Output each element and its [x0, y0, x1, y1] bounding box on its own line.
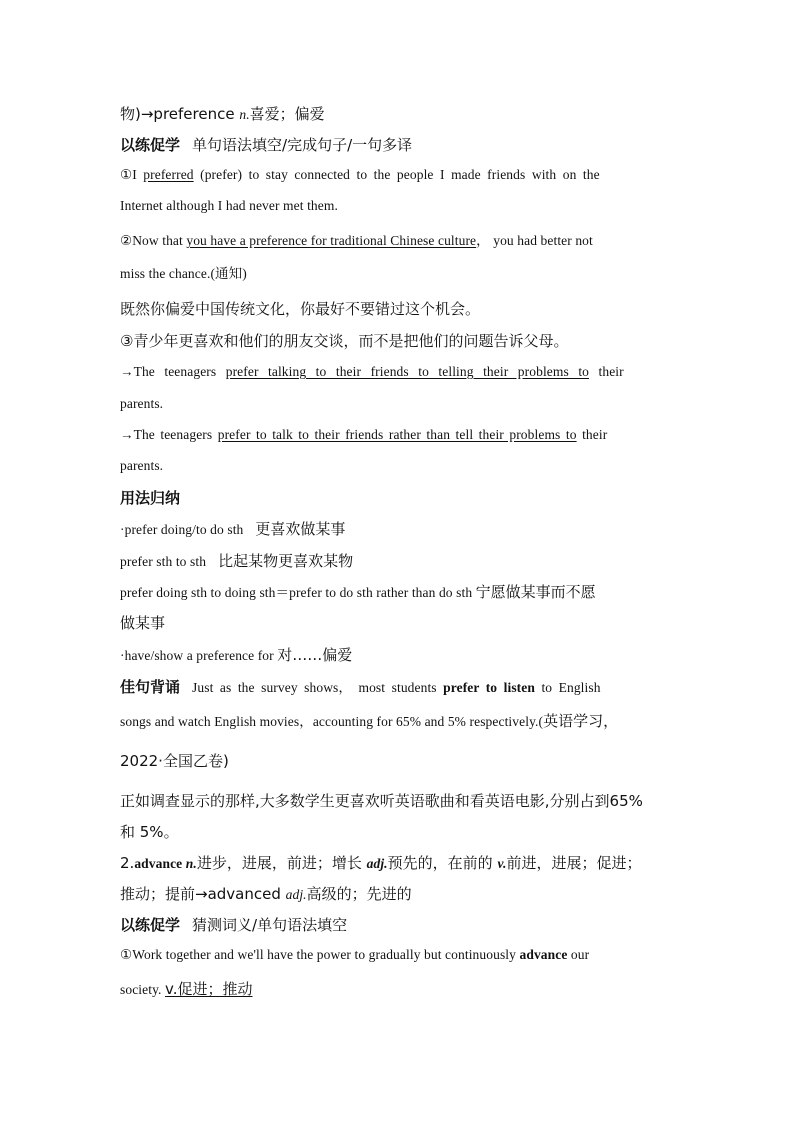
item-number: 2. [120, 854, 135, 872]
pos-tag: adj. [285, 887, 307, 902]
text: 对……偏爱 [277, 646, 353, 664]
text: 宁愿做某事而不愿 [475, 583, 596, 601]
pos-tag: n. [239, 107, 250, 122]
usage-item-3-cont: 做某事 [120, 614, 166, 632]
exercise-2-translation: 既然你偏爱中国传统文化，你最好不要错过这个机会。 [120, 300, 481, 318]
usage-heading: 用法归纳 [120, 489, 181, 507]
text: society. [120, 982, 166, 997]
text: 推动；提前→advanced [120, 885, 286, 903]
answer-blank: prefer to talk to their friends rather than tell their problems to [217, 427, 577, 442]
text: →The teenagers [120, 427, 218, 442]
exercise-2-line2: miss the chance.(通知) [120, 266, 247, 281]
text: our [567, 947, 590, 962]
vocab-advance-line2 [120, 883, 676, 904]
usage-item-3 [120, 581, 676, 602]
usage-item-1 [120, 518, 676, 539]
text: 比起某物更喜欢某物 [218, 552, 354, 570]
usage-item-2 [120, 550, 676, 571]
text: ， you had better not [476, 233, 593, 248]
text: 前进，进展；促进； [506, 854, 642, 872]
advance-exercise-1-line1 [120, 947, 676, 963]
sentence-recite-source: 2022·全国乙卷) [120, 752, 229, 770]
exercise-2-line1 [120, 229, 676, 249]
sentence-recite-translation-cont: 和 5%。 [120, 823, 179, 841]
practice-heading-2 [120, 914, 676, 935]
text: ①Work together and we'll have the power to gradually but continuously [120, 947, 520, 962]
key-phrase: prefer to listen [443, 680, 535, 695]
pos-tag: adj. [366, 856, 388, 871]
usage-item-4 [120, 644, 676, 665]
line-preference-noun [120, 103, 676, 124]
vocab-advance-line1 [120, 852, 676, 873]
sentence-recite-translation: 正如调查显示的那样,大多数学生更喜欢听英语歌曲和看英语电影,分别占到65% [120, 792, 643, 810]
text: 进步，进展，前进；增长 [196, 854, 367, 872]
section-desc: 猜测词义/单句语法填空 [192, 916, 348, 934]
text: ②Now that [120, 233, 187, 248]
sentence-recite-line1 [120, 676, 676, 697]
text: their [589, 364, 624, 379]
text: ·have/show a preference for [120, 648, 278, 663]
text: 喜爱；偏爱 [249, 105, 325, 123]
text: 英语学习， [543, 712, 619, 730]
text: their [576, 427, 608, 442]
advance-exercise-1-line2 [120, 978, 676, 999]
practice-heading [120, 134, 676, 155]
text: 更喜欢做某事 [255, 520, 346, 538]
answer-blank: preferred [143, 167, 194, 182]
text: prefer doing sth to doing sth＝prefer to do sth rather than do sth [120, 585, 476, 600]
text: 物)→preference [120, 105, 240, 123]
text: 预先的，在前的 [387, 854, 498, 872]
headword: advance [134, 856, 186, 871]
answer-blank: prefer talking to their friends to telling their problems to [225, 364, 590, 379]
exercise-1-line1 [120, 167, 676, 183]
answer-blank: v.促进；推动 [165, 980, 253, 998]
answer-blank: you have a preference for traditional Chinese culture [186, 233, 477, 248]
text: songs and watch English movies，accounting for 65% and 5% respectively.( [120, 714, 544, 729]
text: Just as the survey shows， most students [192, 680, 444, 695]
text: →The teenagers [120, 364, 226, 379]
exercise-3-answer-b [120, 427, 676, 443]
key-word: advance [519, 947, 568, 962]
text: ·prefer doing/to do sth [120, 522, 244, 537]
pos-tag: n. [185, 856, 197, 871]
exercise-3-prompt: ③青少年更喜欢和他们的朋友交谈，而不是把他们的问题告诉父母。 [120, 332, 569, 350]
section-label: 以练促学 [120, 916, 181, 934]
exercise-3-answer-a-cont: parents. [120, 396, 164, 411]
section-desc: 单句语法填空/完成句子/一句多译 [192, 136, 413, 154]
exercise-3-answer-a [120, 364, 676, 380]
text: prefer sth to sth [120, 554, 207, 569]
exercise-3-answer-b-cont: parents. [120, 458, 164, 473]
section-label: 佳句背诵 [120, 678, 181, 696]
section-label: 以练促学 [120, 136, 181, 154]
text: (prefer) to stay connected to the people I made friends with on the [193, 167, 600, 182]
text: to English [534, 680, 601, 695]
sentence-recite-line2 [120, 710, 676, 731]
pos-tag: v. [497, 856, 507, 871]
exercise-1-line2: Internet although I had never met them. [120, 198, 338, 213]
text: ①I [120, 167, 144, 182]
text: 高级的；先进的 [306, 885, 412, 903]
